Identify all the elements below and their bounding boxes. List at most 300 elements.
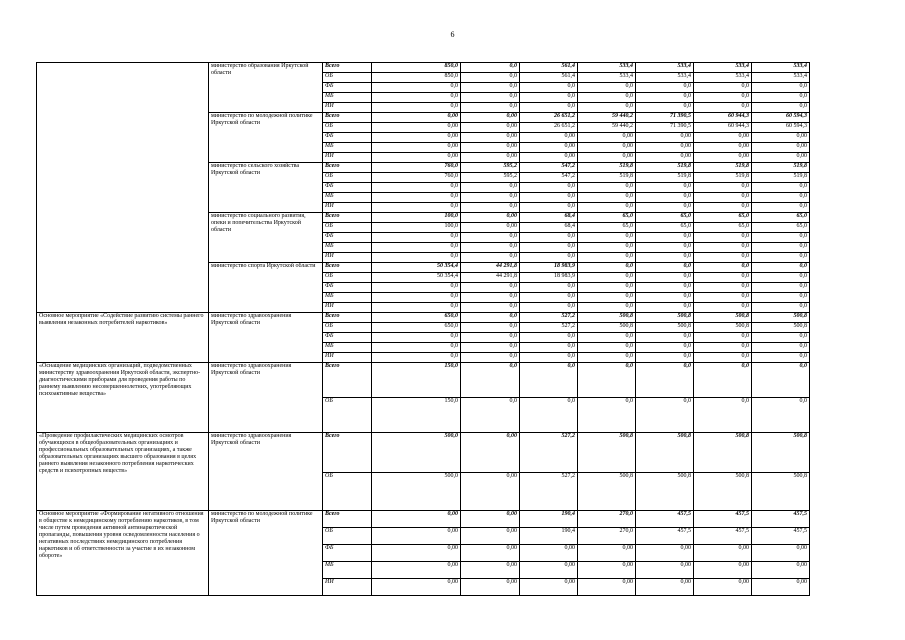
value-cell: 0,00 [694, 562, 752, 579]
value-cell: 500,8 [636, 473, 694, 511]
value-cell: 527,2 [520, 433, 578, 473]
value-cell: 0,00 [520, 143, 578, 153]
value-cell: 0,0 [694, 263, 752, 273]
value-cell: 500,8 [752, 433, 810, 473]
value-cell: 457,5 [636, 528, 694, 545]
value-cell: 0,0 [520, 303, 578, 313]
value-cell: 0,0 [578, 283, 636, 293]
table-row [37, 313, 810, 323]
value-cell: 500,8 [636, 323, 694, 333]
value-cell: 0,0 [636, 263, 694, 273]
value-cell: 0,00 [461, 473, 520, 511]
fund-type-cell: ФБ [323, 545, 372, 562]
fund-type-cell: ФБ [323, 233, 372, 243]
value-cell: 0,00 [461, 579, 520, 596]
value-cell: 0,0 [578, 83, 636, 93]
value-cell: 18 983,9 [520, 273, 578, 283]
value-cell: 65,0 [752, 213, 810, 223]
value-cell: 0,0 [372, 83, 461, 93]
value-cell: 0,0 [752, 333, 810, 343]
value-cell: 0,0 [461, 243, 520, 253]
value-cell: 0,00 [520, 579, 578, 596]
value-cell: 0,0 [636, 103, 694, 113]
value-cell: 0,00 [578, 562, 636, 579]
value-cell: 500,8 [578, 473, 636, 511]
value-cell: 0,0 [578, 273, 636, 283]
value-cell: 457,5 [694, 511, 752, 528]
value-cell: 500,8 [578, 433, 636, 473]
value-cell: 0,0 [752, 203, 810, 213]
value-cell: 0,0 [578, 293, 636, 303]
value-cell: 0,0 [520, 283, 578, 293]
value-cell: 0,0 [636, 233, 694, 243]
value-cell: 0,00 [636, 153, 694, 163]
value-cell: 0,0 [461, 193, 520, 203]
measure-name-cell: Основное мероприятие «Формирование негативного отношения в обществе к немедицинскому потреблению наркотиков, в том числе путем проведения активной антинаркотической пропаганды, повышения уровня осведомленности населения о негативных последствиях немедицинского потребления наркотиков и об ответственности за участие в их незаконном обороте» [37, 511, 209, 596]
value-cell: 65,0 [694, 213, 752, 223]
value-cell: 0,0 [520, 183, 578, 193]
value-cell: 561,4 [520, 63, 578, 73]
value-cell: 0,00 [694, 133, 752, 143]
executor-cell: министерство по молодежной политике Иркутской области [209, 511, 323, 596]
value-cell: 0,0 [461, 363, 520, 398]
value-cell: 0,00 [461, 433, 520, 473]
value-cell: 0,00 [461, 562, 520, 579]
value-cell: 0,00 [752, 545, 810, 562]
value-cell: 50 354,4 [372, 273, 461, 283]
value-cell: 0,0 [520, 293, 578, 303]
executor-cell: министерство здравоохранения Иркутской области [209, 313, 323, 363]
executor-cell: министерство сельского хозяйства Иркутской области [209, 163, 323, 213]
value-cell: 533,4 [636, 73, 694, 83]
fund-type-cell: ИИ [323, 303, 372, 313]
value-cell: 0,00 [461, 545, 520, 562]
value-cell: 0,0 [461, 73, 520, 83]
value-cell: 0,00 [372, 153, 461, 163]
value-cell: 0,0 [694, 293, 752, 303]
value-cell: 0,00 [636, 579, 694, 596]
value-cell: 0,0 [752, 83, 810, 93]
value-cell: 0,00 [461, 511, 520, 528]
value-cell: 0,0 [694, 83, 752, 93]
fund-type-cell: МБ [323, 193, 372, 203]
executor-cell: министерство социального развития, опеки и попечительства Иркутской области [209, 213, 323, 263]
value-cell: 0,0 [694, 203, 752, 213]
value-cell: 0,0 [372, 283, 461, 293]
value-cell: 500,8 [636, 433, 694, 473]
value-cell: 457,5 [752, 511, 810, 528]
value-cell: 0,0 [694, 233, 752, 243]
table-row [37, 511, 810, 528]
value-cell: 0,0 [578, 243, 636, 253]
value-cell: 547,2 [520, 163, 578, 173]
value-cell: 0,00 [372, 579, 461, 596]
value-cell: 0,00 [520, 562, 578, 579]
page-number: 6 [450, 30, 455, 39]
value-cell: 0,00 [636, 143, 694, 153]
value-cell: 0,00 [694, 579, 752, 596]
value-cell: 0,00 [372, 113, 461, 123]
value-cell: 0,0 [520, 353, 578, 363]
value-cell: 0,0 [372, 303, 461, 313]
value-cell: 0,00 [578, 153, 636, 163]
value-cell: 0,00 [372, 562, 461, 579]
value-cell: 0,00 [694, 143, 752, 153]
value-cell: 0,0 [372, 333, 461, 343]
fund-type-cell: ОБ [323, 528, 372, 545]
value-cell: 0,0 [636, 293, 694, 303]
value-cell: 533,4 [694, 63, 752, 73]
fund-type-cell: МБ [323, 143, 372, 153]
value-cell: 0,0 [636, 363, 694, 398]
value-cell: 0,0 [461, 283, 520, 293]
value-cell: 0,0 [578, 103, 636, 113]
value-cell: 0,00 [752, 562, 810, 579]
fund-type-cell: ОБ [323, 173, 372, 183]
value-cell: 533,4 [694, 73, 752, 83]
value-cell: 0,0 [578, 203, 636, 213]
value-cell: 26 651,2 [520, 113, 578, 123]
fund-type-cell: ИИ [323, 579, 372, 596]
value-cell: 519,8 [694, 163, 752, 173]
value-cell: 0,0 [461, 233, 520, 243]
value-cell: 0,0 [694, 353, 752, 363]
table-row [37, 63, 810, 73]
value-cell: 0,0 [461, 343, 520, 353]
value-cell: 0,0 [372, 183, 461, 193]
value-cell: 0,0 [520, 343, 578, 353]
value-cell: 760,0 [372, 173, 461, 183]
value-cell: 0,00 [636, 133, 694, 143]
fund-type-cell: ИИ [323, 103, 372, 113]
value-cell: 0,0 [520, 103, 578, 113]
value-cell: 0,0 [694, 193, 752, 203]
value-cell: 0,00 [461, 528, 520, 545]
fund-type-cell: МБ [323, 343, 372, 353]
executor-cell: министерство здравоохранения Иркутской области [209, 363, 323, 433]
value-cell: 0,0 [461, 353, 520, 363]
executor-cell: министерство спорта Иркутской области [209, 263, 323, 313]
fund-type-cell: ОБ [323, 223, 372, 233]
value-cell: 0,0 [372, 103, 461, 113]
value-cell: 150,0 [372, 363, 461, 398]
value-cell: 0,0 [636, 333, 694, 343]
fund-type-cell: Всего [323, 263, 372, 273]
value-cell: 0,0 [694, 103, 752, 113]
value-cell: 65,0 [578, 213, 636, 223]
value-cell: 0,0 [636, 83, 694, 93]
value-cell: 59 440,2 [578, 113, 636, 123]
value-cell: 760,0 [372, 163, 461, 173]
fund-type-cell: ОБ [323, 73, 372, 83]
value-cell: 0,0 [752, 263, 810, 273]
value-cell: 0,0 [636, 283, 694, 293]
value-cell: 519,8 [578, 163, 636, 173]
value-cell: 0,0 [752, 353, 810, 363]
value-cell: 0,0 [520, 243, 578, 253]
value-cell: 0,00 [461, 133, 520, 143]
value-cell: 0,00 [752, 579, 810, 596]
value-cell: 0,00 [461, 213, 520, 223]
value-cell: 0,0 [752, 363, 810, 398]
value-cell: 500,8 [752, 473, 810, 511]
value-cell: 519,8 [636, 163, 694, 173]
value-cell: 0,0 [461, 293, 520, 303]
value-cell: 457,5 [694, 528, 752, 545]
fund-type-cell: Всего [323, 163, 372, 173]
measure-name-cell: Основное мероприятие «Содействие развитию системы раннего выявления незаконных потребителей наркотиков» [37, 313, 209, 363]
fund-type-cell: ФБ [323, 133, 372, 143]
fund-type-cell: ФБ [323, 183, 372, 193]
value-cell: 0,00 [372, 511, 461, 528]
value-cell: 71 390,5 [636, 113, 694, 123]
value-cell: 0,0 [636, 353, 694, 363]
value-cell: 500,8 [752, 323, 810, 333]
fund-type-cell: ОБ [323, 273, 372, 283]
fund-type-cell: Всего [323, 363, 372, 398]
value-cell: 0,0 [372, 243, 461, 253]
value-cell: 500,8 [694, 313, 752, 323]
fund-type-cell: ИИ [323, 353, 372, 363]
value-cell: 0,0 [752, 343, 810, 353]
value-cell: 0,0 [372, 203, 461, 213]
value-cell: 0,00 [461, 153, 520, 163]
value-cell: 0,0 [578, 363, 636, 398]
value-cell: 0,0 [694, 273, 752, 283]
value-cell: 0,0 [752, 103, 810, 113]
value-cell: 60 944,3 [694, 123, 752, 133]
value-cell: 0,0 [520, 93, 578, 103]
value-cell: 650,0 [372, 313, 461, 323]
value-cell: 595,2 [461, 163, 520, 173]
value-cell: 0,0 [520, 203, 578, 213]
fund-type-cell: ОБ [323, 398, 372, 433]
value-cell: 0,00 [520, 545, 578, 562]
value-cell: 0,0 [694, 253, 752, 263]
value-cell: 65,0 [636, 213, 694, 223]
value-cell: 0,0 [372, 253, 461, 263]
value-cell: 0,0 [461, 398, 520, 433]
value-cell: 0,0 [520, 193, 578, 203]
fund-type-cell: Всего [323, 113, 372, 123]
fund-type-cell: ИИ [323, 253, 372, 263]
value-cell: 533,4 [578, 63, 636, 73]
value-cell: 0,00 [461, 123, 520, 133]
fund-type-cell: Всего [323, 313, 372, 323]
value-cell: 0,0 [752, 293, 810, 303]
value-cell: 0,00 [372, 545, 461, 562]
value-cell: 0,00 [578, 133, 636, 143]
value-cell: 0,00 [694, 153, 752, 163]
value-cell: 68,4 [520, 213, 578, 223]
fund-type-cell: Всего [323, 213, 372, 223]
value-cell: 270,0 [578, 528, 636, 545]
value-cell: 0,0 [752, 193, 810, 203]
value-cell: 0,0 [578, 263, 636, 273]
value-cell: 0,0 [461, 303, 520, 313]
value-cell: 0,0 [694, 398, 752, 433]
fund-type-cell: ОБ [323, 123, 372, 133]
value-cell: 270,0 [578, 511, 636, 528]
value-cell: 0,00 [372, 133, 461, 143]
table-row [37, 363, 810, 398]
value-cell: 0,00 [752, 143, 810, 153]
value-cell: 500,8 [694, 323, 752, 333]
value-cell: 0,0 [372, 93, 461, 103]
value-cell: 0,0 [636, 273, 694, 283]
value-cell: 527,2 [520, 473, 578, 511]
value-cell: 533,4 [752, 73, 810, 83]
value-cell: 0,0 [694, 333, 752, 343]
value-cell: 0,0 [461, 103, 520, 113]
fund-type-cell: МБ [323, 243, 372, 253]
value-cell: 65,0 [578, 223, 636, 233]
fund-type-cell: Всего [323, 433, 372, 473]
value-cell: 0,0 [578, 353, 636, 363]
budget-table [36, 62, 810, 596]
value-cell: 0,00 [372, 123, 461, 133]
value-cell: 0,0 [520, 363, 578, 398]
fund-type-cell: ИИ [323, 203, 372, 213]
value-cell: 0,0 [372, 353, 461, 363]
fund-type-cell: Всего [323, 63, 372, 73]
value-cell: 0,00 [520, 153, 578, 163]
value-cell: 500,8 [578, 313, 636, 323]
value-cell: 533,4 [752, 63, 810, 73]
fund-type-cell: МБ [323, 562, 372, 579]
value-cell: 0,0 [578, 193, 636, 203]
value-cell: 519,8 [752, 163, 810, 173]
fund-type-cell: ОБ [323, 473, 372, 511]
value-cell: 0,0 [578, 233, 636, 243]
value-cell: 0,0 [461, 313, 520, 323]
value-cell: 60 594,3 [752, 123, 810, 133]
value-cell: 50 354,4 [372, 263, 461, 273]
value-cell: 100,0 [372, 213, 461, 223]
value-cell: 0,0 [461, 253, 520, 263]
value-cell: 0,0 [752, 283, 810, 293]
value-cell: 0,00 [578, 143, 636, 153]
value-cell: 0,0 [636, 343, 694, 353]
value-cell: 0,0 [578, 253, 636, 263]
measure-name-cell: «Оснащение медицинских организаций, подведомственных министерству здравоохранения Иркутской области, экспертно-диагностическими приборами для проведения работы по раннему выявлению несовершеннолетних, употребляющих психоактивные вещества» [37, 363, 209, 433]
value-cell: 0,0 [752, 398, 810, 433]
value-cell: 0,0 [461, 333, 520, 343]
value-cell: 0,0 [636, 193, 694, 203]
value-cell: 500,0 [372, 433, 461, 473]
value-cell: 0,0 [461, 83, 520, 93]
value-cell: 0,0 [578, 398, 636, 433]
value-cell: 0,0 [520, 233, 578, 243]
value-cell: 100,0 [372, 223, 461, 233]
fund-type-cell: ФБ [323, 283, 372, 293]
value-cell: 0,0 [578, 333, 636, 343]
fund-type-cell: МБ [323, 93, 372, 103]
value-cell: 0,0 [694, 183, 752, 193]
value-cell: 0,00 [636, 562, 694, 579]
measure-name-cell: «Проведение профилактических медицинских осмотров обучающихся в общеобразовательных организациях и профессиональных образовательных организациях, а также образовательных организациях высшего образования в целях раннего выявления незаконного потребления наркотических средств и психотропных веществ» [37, 433, 209, 511]
value-cell: 500,8 [578, 323, 636, 333]
fund-type-cell: Всего [323, 511, 372, 528]
value-cell: 0,0 [636, 253, 694, 263]
value-cell: 0,0 [461, 63, 520, 73]
value-cell: 500,8 [694, 473, 752, 511]
fund-type-cell: ОБ [323, 323, 372, 333]
value-cell: 68,4 [520, 223, 578, 233]
value-cell: 0,0 [636, 303, 694, 313]
value-cell: 0,00 [752, 153, 810, 163]
value-cell: 0,00 [461, 143, 520, 153]
value-cell: 0,0 [461, 203, 520, 213]
value-cell: 0,0 [636, 93, 694, 103]
value-cell: 65,0 [636, 223, 694, 233]
value-cell: 0,0 [520, 253, 578, 263]
value-cell: 0,00 [372, 143, 461, 153]
value-cell: 0,0 [578, 303, 636, 313]
value-cell: 519,8 [694, 173, 752, 183]
value-cell: 0,0 [752, 253, 810, 263]
measure-name-cell [37, 63, 209, 313]
value-cell: 0,00 [578, 579, 636, 596]
value-cell: 0,0 [461, 183, 520, 193]
value-cell: 0,00 [636, 545, 694, 562]
value-cell: 0,0 [694, 343, 752, 353]
value-cell: 0,0 [461, 93, 520, 103]
value-cell: 0,0 [372, 233, 461, 243]
value-cell: 0,0 [694, 303, 752, 313]
executor-cell: министерство по молодежной политике Иркутской области [209, 113, 323, 163]
table-row [37, 433, 810, 473]
value-cell: 457,5 [636, 511, 694, 528]
value-cell: 561,4 [520, 73, 578, 83]
value-cell: 850,0 [372, 73, 461, 83]
fund-type-cell: ФБ [323, 333, 372, 343]
value-cell: 519,8 [636, 173, 694, 183]
fund-type-cell: ФБ [323, 83, 372, 93]
value-cell: 0,0 [520, 333, 578, 343]
value-cell: 0,0 [752, 93, 810, 103]
value-cell: 0,0 [636, 183, 694, 193]
value-cell: 0,0 [694, 243, 752, 253]
value-cell: 519,8 [578, 173, 636, 183]
value-cell: 0,00 [372, 528, 461, 545]
value-cell: 0,0 [372, 193, 461, 203]
value-cell: 0,0 [752, 183, 810, 193]
value-cell: 0,0 [752, 243, 810, 253]
value-cell: 190,4 [520, 528, 578, 545]
value-cell: 44 291,8 [461, 273, 520, 283]
value-cell: 547,2 [520, 173, 578, 183]
value-cell: 0,00 [752, 133, 810, 143]
value-cell: 595,2 [461, 173, 520, 183]
value-cell: 0,00 [520, 133, 578, 143]
value-cell: 18 983,9 [520, 263, 578, 273]
value-cell: 150,0 [372, 398, 461, 433]
value-cell: 26 651,2 [520, 123, 578, 133]
value-cell: 527,2 [520, 313, 578, 323]
value-cell: 527,2 [520, 323, 578, 333]
value-cell: 533,4 [636, 63, 694, 73]
value-cell: 60 594,3 [752, 113, 810, 123]
value-cell: 0,0 [636, 203, 694, 213]
value-cell: 0,0 [636, 243, 694, 253]
fund-type-cell: ИИ [323, 153, 372, 163]
executor-cell: министерство здравоохранения Иркутской области [209, 433, 323, 511]
value-cell: 0,0 [578, 93, 636, 103]
value-cell: 0,0 [461, 323, 520, 333]
fund-type-cell: МБ [323, 293, 372, 303]
value-cell: 850,0 [372, 63, 461, 73]
